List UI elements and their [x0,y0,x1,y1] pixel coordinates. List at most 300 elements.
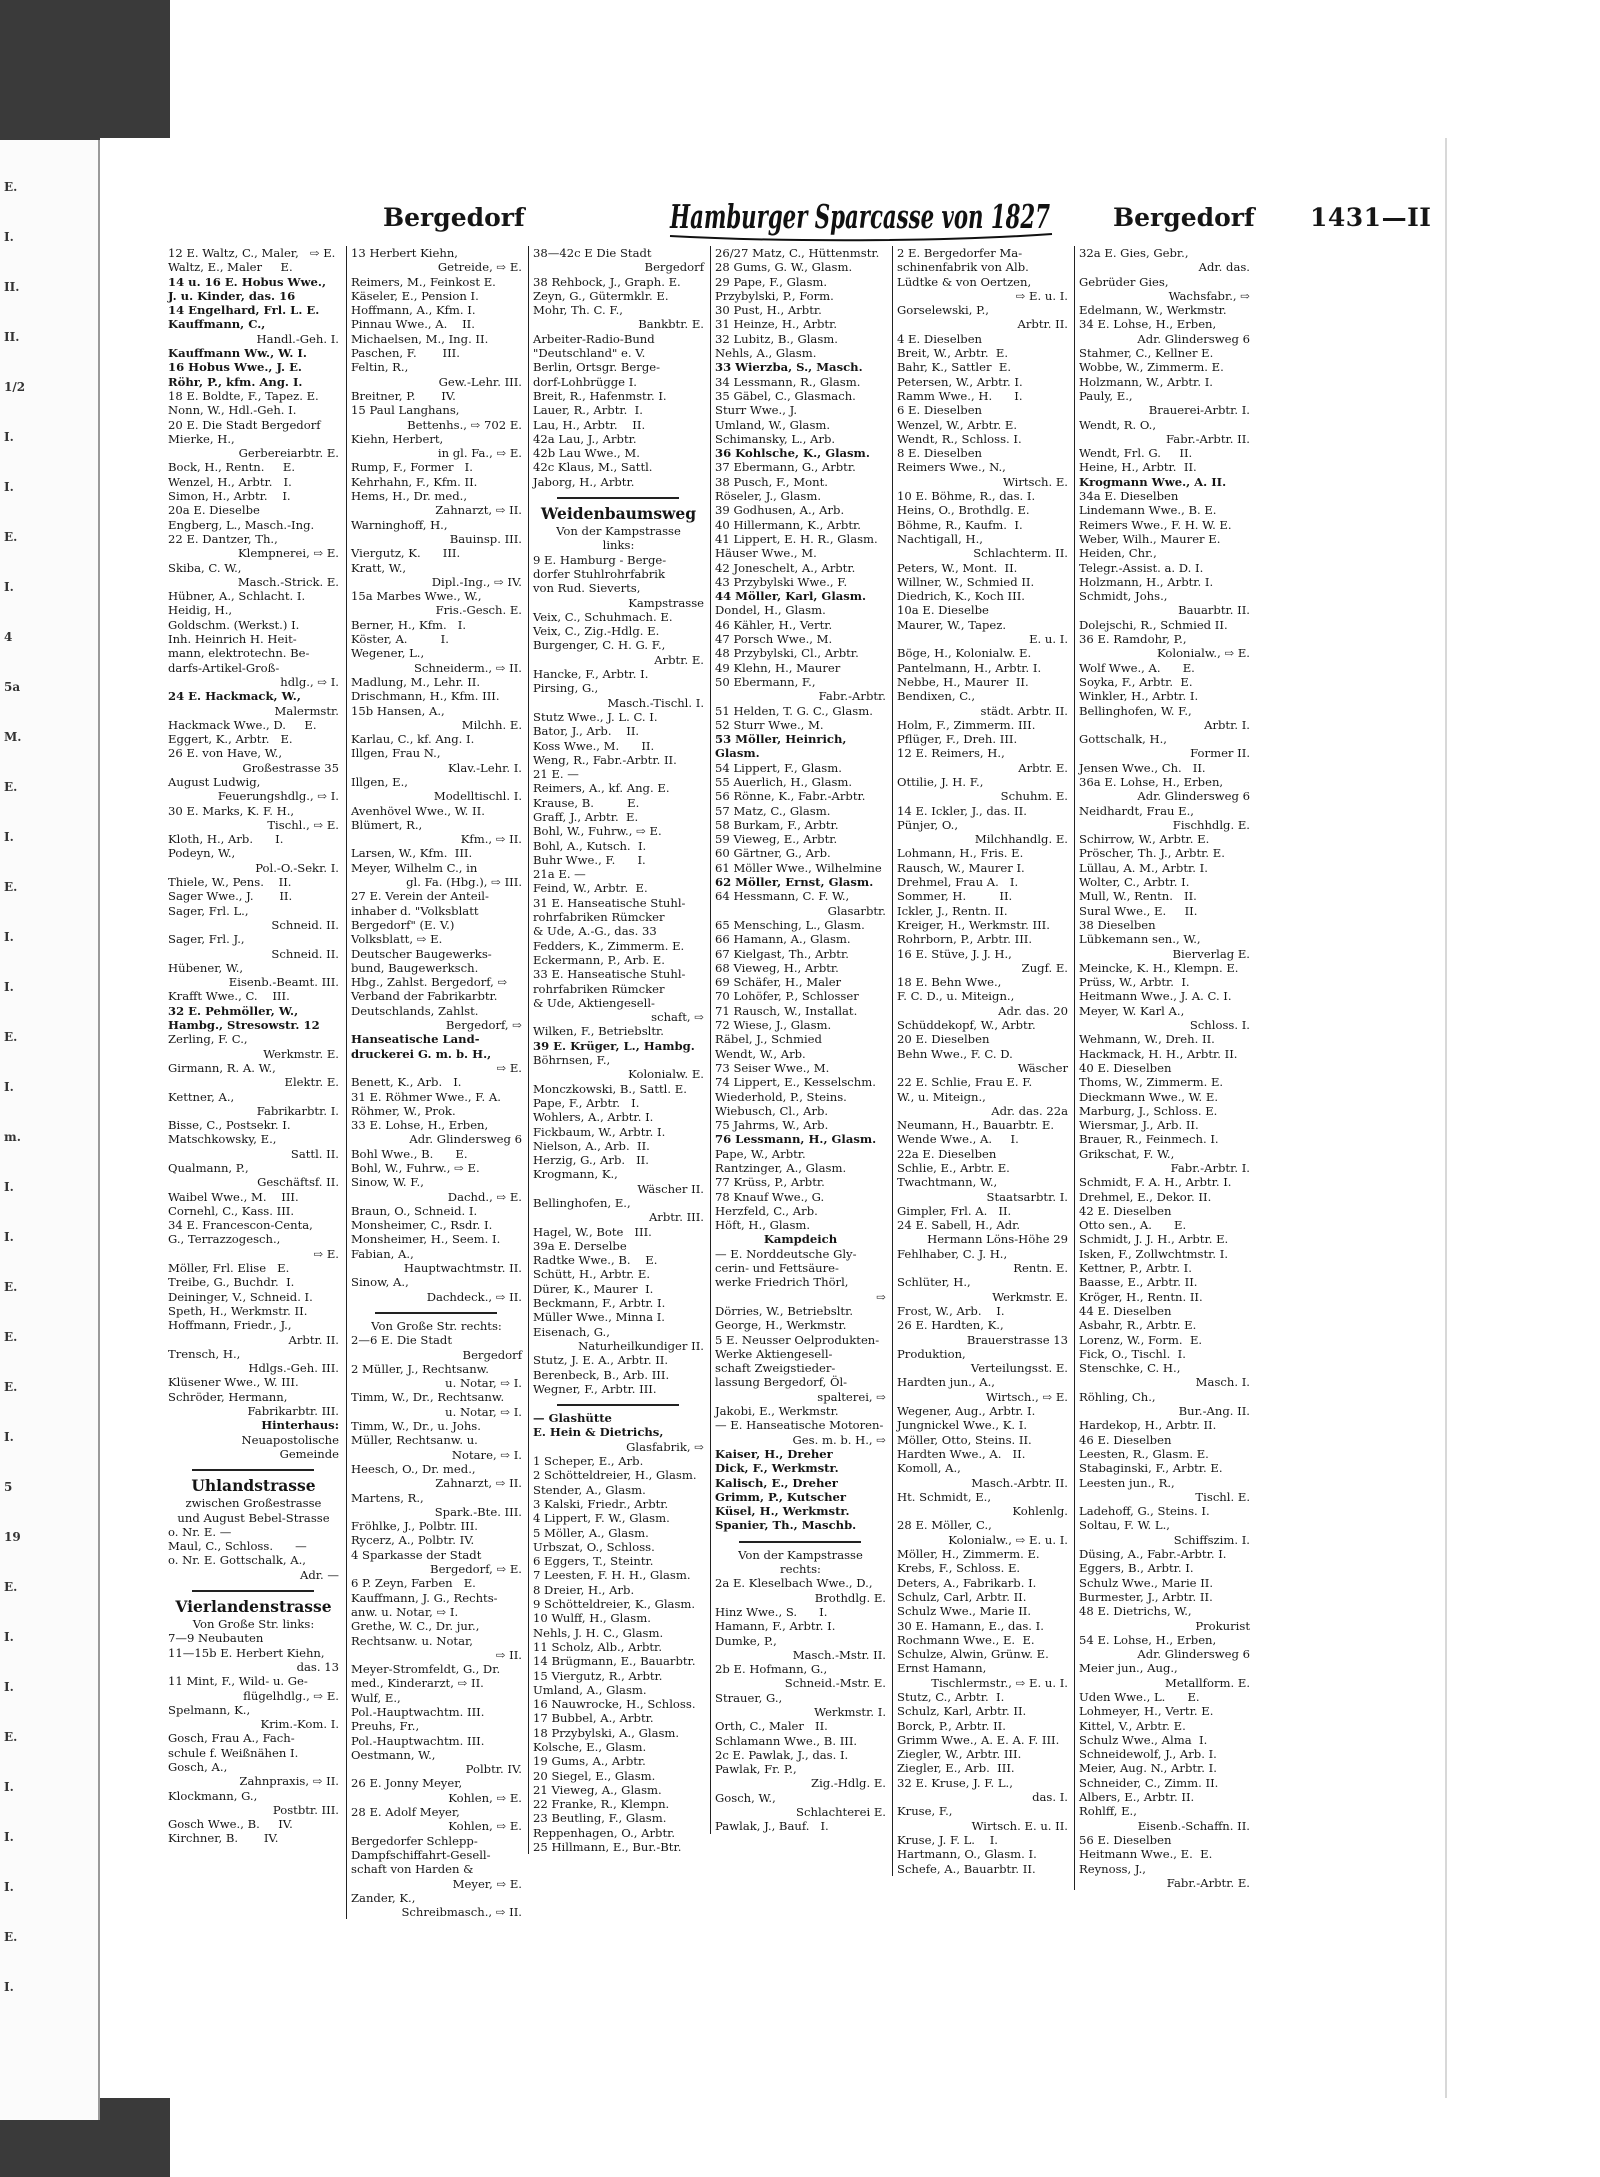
directory-entry: 41 Lippert, E. H. R., Glasm. [715,531,878,546]
directory-entry: 6 E. Dieselben [897,403,983,418]
directory-entry: Käseler, E., Pension I. [351,288,479,303]
directory-entry: 7—9 Neubauten [168,1631,264,1646]
directory-entry: E. u. I. [1029,632,1068,647]
directory-entry: Masch.-Tischl. I. [607,695,704,710]
directory-entry: und August Bebel-Strasse [177,1510,330,1525]
directory-entry: Frost, W., Arb. I. [897,1303,1005,1318]
section-divider [192,1469,314,1471]
left-page-fragment: E. [4,180,18,194]
directory-entry: 69 Schäfer, H., Maler [715,975,842,990]
left-page-fragment: 1/2 [4,380,26,394]
directory-entry: Pröscher, Th. J., Arbtr. E. [1079,846,1225,861]
directory-entry: 42 E. Dieselben [1079,1203,1172,1218]
directory-entry: Schulz Wwe., Alma I. [1079,1732,1208,1747]
directory-entry: Hdlgs.-Geh. III. [248,1361,339,1376]
directory-entry: Lauer, R., Arbtr. I. [533,403,643,418]
directory-entry: 8 Dreier, H., Arb. [533,1582,635,1597]
section-divider [375,1312,497,1314]
directory-entry: Arbtr. E. [654,652,704,667]
directory-entry: 46 E. Dieselben [1079,1432,1172,1447]
directory-entry: Pirsing, G., [533,681,599,696]
directory-entry: Bisse, C., Postsekr. I. [168,1118,291,1133]
directory-entry: Röseler, J., Glasm. [715,489,822,504]
directory-entry: Schlachterm. II. [973,546,1068,561]
directory-entry: Illgen, Frau N., [351,746,441,761]
directory-entry: von Rud. Sieverts, [533,581,641,596]
directory-entry: Ladehoff, G., Steins. I. [1079,1504,1210,1519]
directory-entry: Burmester, J., Arbtr. II. [1079,1589,1213,1604]
directory-entry: Buhr Wwe., F. I. [533,852,646,867]
directory-entry: Lübkemann sen., W., [1079,932,1201,947]
directory-entry: Adr. Glindersweg 6 [1137,789,1250,804]
directory-entry: Hauptwachtmstr. II. [403,1261,522,1276]
directory-entry: 53 Möller, Heinrich, Glasm. [715,732,851,761]
directory-entry: Reynoss, J., [1079,1861,1146,1876]
directory-entry: Tischl., ⇨ E. [267,817,339,832]
directory-entry: 26 E. Jonny Meyer, [351,1776,463,1791]
directory-entry: Willner, W., Schmied II. [897,574,1035,589]
directory-entry: 7 Leesten, F. H. H., Glasm. [533,1568,691,1583]
section-divider [739,1541,861,1543]
left-page-fragment: M. [4,730,22,744]
directory-entry: Heitmann Wwe., E. E. [1079,1847,1213,1862]
directory-entry: druckerei G. m. b. H., [351,1046,492,1061]
directory-entry: 2 Schötteldreier, H., Glasm. [533,1468,697,1483]
directory-entry: Gew.-Lehr. III. [438,374,522,389]
directory-entry: Matschkowsky, E., [168,1132,277,1147]
directory-entry: 30 E. Hamann, E., das. I. [897,1618,1044,1633]
directory-entry: Diedrich, K., Koch III. [897,589,1025,604]
directory-entry: Zander, K., [351,1890,416,1905]
directory-entry: Hinz Wwe., S. I. [715,1604,828,1619]
directory-entry: Schreibmasch., ⇨ II. [401,1905,522,1920]
directory-entry: Wehmann, W., Dreh. II. [1079,1032,1215,1047]
directory-entry: 35 Gäbel, C., Glasmach. [715,388,856,403]
directory-entry: Neidhardt, Frau E., [1079,803,1194,818]
directory-entry: in gl. Fa., ⇨ E. [437,446,522,461]
directory-entry: Gosch Wwe., B. IV. [168,1817,293,1832]
directory-entry: Nonn, W., Hdl.-Geh. I. [168,403,297,418]
directory-entry: Leesten jun., R., [1079,1475,1175,1490]
directory-entry: Arbtr. II. [1017,317,1068,332]
directory-entry: Lohmann, H., Fris. E. [897,846,1024,861]
directory-entry: Schmidt, Johs., [1079,589,1168,604]
directory-entry: 16 Hobus Wwe., J. E. [168,360,302,375]
directory-entry: Verband der Fabrikarbtr. [351,989,498,1004]
directory-entry: Braun, O., Schneid. I. [351,1203,478,1218]
directory-entry: 34 E. Lohse, H., Erben, [1079,317,1217,332]
directory-entry: Schmidt, F. A. H., Arbtr. I. [1079,1175,1232,1190]
directory-entry: Verteilungsst. E. [970,1361,1068,1376]
directory-entry: Zahnarzt, ⇨ II. [435,503,522,518]
directory-entry: 37 Ebermann, G., Arbtr. [715,460,856,475]
directory-entry: Bohl, W., Fuhrw., ⇨ E. [533,824,662,839]
directory-entry: Eggers, B., Arbtr. I. [1079,1561,1194,1576]
directory-entry: Meyer-Stromfeldt, G., Dr. [351,1662,501,1677]
directory-entry: Hübner, A., Schlacht. I. [168,589,306,604]
directory-entry: 6 P. Zeyn, Farben E. [351,1576,476,1591]
directory-entry: Kloth, H., Arb. I. [168,832,284,847]
directory-entry: 32 E. Kruse, J. F. L., [897,1775,1013,1790]
directory-entry: Pawlak, Fr. P., [715,1762,797,1777]
directory-entry: 38 Dieselben [1079,917,1156,932]
directory-entry: 21 Vieweg, A., Glasm. [533,1782,662,1797]
directory-entry: Kampstrasse [628,595,704,610]
directory-entry: Behn Wwe., F. C. D. [897,1046,1013,1061]
directory-entry: Burgenger, C. H. G. F., [533,638,666,653]
directory-entry: 2c E. Pawlak, J., das. I. [715,1747,849,1762]
directory-entry: 1 Scheper, E., Arb. [533,1454,644,1469]
directory-entry: 9 Schötteldreier, K., Glasm. [533,1597,696,1612]
directory-entry: Häuser Wwe., M. [715,546,817,561]
directory-entry: Fris.-Gesch. E. [435,603,522,618]
directory-entry: Wiederhold, P., Steins. [715,1089,847,1104]
directory-entry: 36 E. Ramdohr, P., [1079,632,1187,647]
directory-entry: 60 Gärtner, G., Arb. [715,846,831,861]
directory-entry: Kolonialw. E. [628,1067,704,1082]
directory-entry: Heidig, H., [168,603,233,618]
directory-entry: Stabaginski, F., Arbtr. E. [1079,1461,1223,1476]
left-page-fragment: 5a [4,680,21,694]
directory-entry: G., Terrazzogesch., [168,1232,281,1247]
directory-entry: Skiba, C. W., [168,560,242,575]
directory-entry: August Ludwig, [168,774,261,789]
directory-entry: Reimers Wwe., N., [897,460,1006,475]
directory-entry: Mierke, H., [168,431,235,446]
directory-entry: Sinow, A., [351,1275,409,1290]
directory-entry: Zugf. E. [1021,960,1068,975]
directory-entry: Milchhandlg. E. [974,832,1068,847]
directory-entry: Orth, C., Maler II. [715,1719,828,1734]
directory-entry: Berner, H., Kfm. I. [351,617,467,632]
header-city-left: Bergedorf [383,203,525,232]
directory-entry: Masch.-Arbtr. II. [971,1475,1068,1490]
directory-entry: & Ude, A.-G., das. 33 [533,924,657,939]
directory-entry: Herzig, G., Arb. II. [533,1153,649,1168]
directory-entry: Schneider, C., Zimm. II. [1079,1775,1219,1790]
directory-entry: 6 Eggers, T., Steintr. [533,1554,654,1569]
directory-entry: Brauerei-Arbtr. I. [1148,403,1250,418]
directory-entry: Fabr.-Arbtr. [818,689,886,704]
directory-entry: ⇨ E. u. I. [1015,288,1068,303]
directory-entry: Bellinghofen, E., [533,1196,631,1210]
directory-entry: Neumann, H., Bauarbtr. E. [897,1118,1055,1133]
directory-entry: Twachtmann, W., [897,1175,998,1190]
directory-entry: Küsel, H., Werkmstr. [715,1504,850,1519]
directory-entry: Strauer, G., [715,1690,783,1705]
directory-entry: 21a E. — [533,867,586,882]
directory-entry: Blümert, R., [351,817,423,832]
directory-entry: Hardekop, H., Arbtr. II. [1079,1418,1217,1433]
directory-entry: Jaborg, H., Arbtr. [533,474,635,489]
left-page-fragment: E. [4,1580,18,1594]
directory-entry: 15a Marbes Wwe., W., [351,589,482,604]
directory-entry: 5 E. Neusser Oelprodukten- [715,1332,880,1347]
directory-entry: 42b Lau Wwe., M. [533,446,640,461]
directory-entry: Adr. Glindersweg 6 [1137,1647,1250,1662]
directory-entry: 55 Auerlich, H., Glasm. [715,774,853,789]
directory-entry: Hackmack Wwe., D. E. [168,717,317,732]
left-page-fragment: I. [4,930,14,944]
left-page-fragment: I. [4,430,14,444]
directory-entry: Schulz, Carl, Arbtr. II. [897,1589,1027,1604]
directory-entry: Tischlermstr., ⇨ E. u. I. [931,1675,1068,1690]
directory-entry: Deutscher Baugewerks- [351,946,492,961]
directory-entry: 70 Lohöfer, P., Schlosser [715,989,859,1004]
directory-entry: Wiebusch, Cl., Arb. [715,1103,829,1118]
directory-entry: 76 Lessmann, H., Glasm. [715,1132,877,1147]
directory-entry: 33 E. Hanseatische Stuhl- [533,967,686,982]
directory-entry: Asbahr, R., Arbtr. E. [1079,1318,1197,1333]
directory-entry: 22 Franke, R., Klempn. [533,1797,670,1812]
directory-entry: Rausch, W., Maurer I. [897,860,1025,875]
left-page-fragment: I. [4,580,14,594]
left-page-fragment: I. [4,1680,14,1694]
directory-entry: Wohlers, A., Arbtr. I. [533,1110,654,1125]
directory-entry: Spanier, Th., Maschb. [715,1518,857,1533]
directory-entry: Wende Wwe., A. I. [897,1132,1019,1147]
directory-entry: Urbszat, O., Schloss. [533,1539,655,1554]
left-page-fragment: m. [4,1130,21,1144]
directory-entry: Werkmstr. E. [992,1289,1068,1304]
left-page-fragment: E. [4,780,18,794]
directory-entry: Brauerstrasse 13 [966,1332,1068,1347]
directory-entry: 17 Bubbel, A., Arbtr. [533,1711,654,1726]
directory-entry: Bergedorf, ⇨ [445,1018,522,1033]
directory-entry: Przybylski, P., Form. [715,288,834,303]
directory-entry: Masch. I. [1195,1375,1250,1390]
directory-entry: Dolejschi, R., Schmied II. [1079,617,1228,632]
directory-entry: Krim.-Kom. I. [260,1717,339,1732]
directory-entry: 2a E. Kleselbach Wwe., D., [715,1576,873,1591]
left-page-fragment: E. [4,530,18,544]
directory-entry: 30 Pust, H., Arbtr. [715,303,822,318]
directory-entry: Kruse, F., [897,1804,953,1819]
directory-entry: Pol.-Hauptwachtm. III. [351,1704,485,1719]
directory-entry: Getreide, ⇨ E. [437,260,522,275]
directory-entry: Meyer, ⇨ E. [452,1876,522,1891]
directory-entry: 5 Möller, A., Glasm. [533,1525,649,1540]
directory-entry: Metallform. E. [1164,1675,1250,1690]
directory-entry: Schulze, Alwin, Grünw. E. [897,1647,1049,1662]
directory-column-5 [892,246,1071,1876]
left-page-fragment: E. [4,1030,18,1044]
directory-entry: Fabrikarbtr. I. [256,1103,339,1118]
directory-entry: Gorselewski, P., [897,303,989,318]
directory-entry: Ramm Wwe., H. I. [897,388,1023,403]
directory-entry: 2b E. Hofmann, G., [715,1662,828,1677]
directory-entry: 42 Joneschelt, A., Arbtr. [715,560,856,575]
directory-entry: Hardten Wwe., A. II. [897,1446,1026,1461]
directory-entry: Gemeinde [279,1446,339,1461]
directory-entry: Hardten jun., A., [897,1375,995,1390]
directory-entry: Naturheilkundiger II. [578,1338,704,1353]
directory-entry: Sager Wwe., J. II. [168,889,293,904]
directory-entry: 20 E. Dieselben [897,1032,990,1047]
directory-entry: Wilken, F., Betriebsltr. [533,1024,664,1039]
directory-entry: 16 Nauwrocke, H., Schloss. [533,1697,696,1712]
directory-entry: Pawlak, J., Bauf. I. [715,1819,829,1834]
directory-entry: Rantzinger, A., Glasm. [715,1161,847,1175]
directory-entry: 29 Pape, F., Glasm. [715,274,828,289]
directory-entry: 14 E. Ickler, J., das. II. [897,803,1027,818]
directory-entry: Peters, W., Mont. II. [897,560,1018,575]
directory-entry: 20a E. Dieselbe [168,503,260,518]
directory-entry: Former II. [1190,746,1250,761]
directory-entry: 56 E. Dieselben [1079,1832,1172,1847]
directory-entry: Waltz, E., Maler E. [168,260,293,275]
directory-entry: 19 Gums, A., Arbtr. [533,1754,646,1769]
directory-entry: rohrfabriken Rümcker [533,910,665,925]
directory-entry: Kaiser, H., Dreher [715,1446,833,1461]
directory-entry: 51 Helden, T. G. C., Glasm. [715,703,873,718]
directory-entry: Eisenb.-Schaffn. II. [1137,1818,1250,1833]
street-heading: Vierlandenstrasse [175,1597,332,1617]
directory-entry: Girmann, R. A. W., [168,1060,276,1075]
directory-entry: Sural Wwe., E. II. [1079,903,1198,918]
directory-entry: u. Notar, ⇨ I. [445,1376,522,1391]
directory-entry: Feltin, R., [351,360,409,375]
directory-entry: Martens, R., [351,1490,424,1505]
directory-entry: 66 Hamann, A., Glasm. [715,932,851,947]
directory-entry: Klempnerei, ⇨ E. [237,546,339,561]
directory-entry: Sturr Wwe., J. [715,403,798,418]
directory-entry: Baasse, E., Arbtr. II. [1079,1275,1198,1290]
directory-entry: 33 Wierzba, S., Masch. [715,360,863,375]
directory-entry: Grikschat, F. W., [1079,1146,1175,1161]
directory-entry: Paschen, F. III. [351,346,460,361]
directory-entry: Timm, W., Dr., Rechtsanw. [351,1390,505,1405]
directory-entry: Fabr.-Arbtr. II. [1166,431,1250,446]
directory-entry: Gosch, A., [168,1759,228,1774]
directory-entry: Schröder, Hermann, [168,1389,288,1404]
directory-entry: Drehmel, Frau A. I. [897,875,1019,890]
directory-entry: Veix, C., Zig.-Hdlg. E. [533,624,660,639]
directory-entry: 38—42c E Die Stadt [533,246,652,260]
directory-entry: — E. Norddeutsche Gly- [715,1246,857,1261]
directory-entry: Pape, W., Arbtr. [715,1146,806,1161]
directory-entry: Prüss, W., Arbtr. I. [1079,975,1190,990]
directory-entry: Hamann, F., Arbtr. I. [715,1619,836,1634]
directory-entry: Leesten, R., Glasm. E. [1079,1446,1209,1461]
directory-entry: Fedders, K., Zimmerm. E. [533,938,685,953]
directory-entry: 22 E. Schlie, Frau E. F. [897,1075,1033,1090]
directory-entry: 71 Rausch, W., Installat. [715,1003,858,1018]
directory-entry: 48 E. Dietrichs, W., [1079,1604,1192,1619]
directory-entry: Heitmann Wwe., J. A. C. I. [1079,989,1232,1004]
directory-entry: Böhrnsen, F., [533,1053,611,1068]
directory-entry: 39a E. Derselbe [533,1238,627,1253]
directory-entry: Adr. — [299,1567,339,1582]
header-city-right: Bergedorf [1113,203,1255,232]
directory-entry: med., Kinderarzt, ⇨ II. [351,1676,484,1691]
directory-entry: Arbeiter-Radio-Bund [533,331,655,346]
directory-entry: Heins, O., Brothdlg. E. [897,503,1030,518]
directory-entry: Sager, Frl. J., [168,932,245,947]
directory-entry: Wendt, R., Schloss. I. [897,431,1022,446]
directory-entry: 65 Mensching, L., Glasm. [715,917,865,932]
left-page-fragment: I. [4,1630,14,1644]
directory-entry: Schneidewolf, J., Arb. I. [1079,1747,1217,1762]
directory-entry: Monczkowski, B., Sattl. E. [533,1081,687,1096]
directory-entry: inhaber d. "Volksblatt [351,903,479,918]
directory-entry: Soltau, F. W. L., [1079,1518,1170,1533]
directory-entry: Schirrow, W., Arbtr. E. [1079,832,1210,847]
directory-entry: Mull, W., Rentn. II. [1079,889,1197,904]
directory-entry: Rochmann Wwe., E. E. [897,1632,1035,1647]
directory-entry: 72 Wiese, J., Glasm. [715,1018,832,1033]
directory-entry: Neuapostolische [241,1432,339,1447]
directory-entry: Müller, Rechtsanw. u. [351,1433,478,1448]
directory-entry: Kalisch, E., Dreher [715,1475,838,1490]
directory-entry: Adr. das. 20 [998,1003,1068,1018]
directory-entry: Heiden, Chr., [1079,546,1157,561]
directory-entry: Staatsarbtr. I. [986,1189,1068,1204]
directory-entry: Zig.-Hdlg. E. [811,1776,886,1791]
directory-entry: Arbtr. E. [1018,760,1068,775]
directory-entry: Kiehn, Herbert, [351,431,444,446]
directory-entry: Müller Wwe., Minna I. [533,1310,665,1325]
directory-entry: 10 Wulff, H., Glasm. [533,1611,651,1626]
section-divider [557,497,679,499]
directory-entry: Hbg., Zahlst. Bergedorf, ⇨ [351,975,508,990]
directory-entry: Treibe, G., Buchdr. I. [168,1275,295,1290]
directory-entry: schinenfabrik von Alb. [897,260,1029,275]
directory-entry: 24 E. Hackmack, W., [168,689,301,704]
directory-entry: Schlamann Wwe., B. III. [715,1733,858,1748]
directory-entry: Maurer, W., Tapez. [897,617,1007,632]
sparcasse-logo [660,178,1060,248]
directory-entry: Hanseatische Land- [351,1032,480,1047]
directory-entry: Sager, Frl. L., [168,903,249,918]
directory-entry: Kittel, V., Arbtr. E. [1079,1718,1186,1733]
directory-entry: Bergedorf" (E. V.) [351,917,455,932]
directory-entry: Geschäftsf. II. [257,1175,339,1190]
directory-entry: Möller, Frl. Elise E. [168,1261,290,1276]
directory-entry: Hoffmann, Friedr., J., [168,1318,292,1333]
directory-entry: Gimpler, Frl. A. II. [897,1203,1012,1218]
directory-entry: Kauffmann Ww., W. I. [168,346,307,361]
directory-entry: 15 Viergutz, R., Arbtr. [533,1668,663,1683]
directory-entry: Koss Wwe., M. II. [533,738,655,753]
directory-entry: Pinnau Wwe., A. II. [351,317,475,332]
directory-entry: Herzfeld, C., Arb. [715,1203,818,1218]
directory-entry: Zahnarzt, ⇨ II. [435,1476,522,1491]
directory-entry: Umland, A., Glasm. [533,1682,647,1697]
directory-entry: Gebrüder Gies, [1079,274,1169,289]
directory-entry: Arbtr. II. [288,1332,339,1347]
directory-entry: Pünjer, O., [897,817,959,832]
left-page-fragment: I. [4,230,14,244]
directory-entry: Graff, J., Arbtr. E. [533,809,639,824]
directory-entry: Karlau, C., kf. Ang. I. [351,732,475,747]
directory-entry: Fick, O., Tischl. I. [1079,1346,1186,1361]
directory-entry: Schüddekopf, W., Arbtr. [897,1018,1036,1033]
directory-entry: — E. Hanseatische Motoren- [715,1418,884,1433]
directory-entry: Kettner, P., Arbtr. I. [1079,1261,1192,1276]
directory-entry: 18 Przybylski, A., Glasm. [533,1725,680,1740]
directory-entry: Böge, H., Kolonialw. E. [897,646,1032,661]
directory-entry: — Glashütte [533,1411,612,1426]
directory-entry: 26 E. Hardten, K., [897,1318,1004,1333]
directory-entry: Arbtr. III. [648,1210,704,1225]
directory-entry: schule f. Weißnähen I. [168,1745,299,1760]
directory-entry: Preuhs, Fr., [351,1719,420,1734]
left-page-fragment: I. [4,1080,14,1094]
directory-entry: Lohmeyer, H., Vertr. E. [1079,1704,1214,1719]
directory-entry: Räbel, J., Schmied [715,1032,822,1047]
directory-entry: Schefe, A., Bauarbtr. II. [897,1861,1036,1876]
